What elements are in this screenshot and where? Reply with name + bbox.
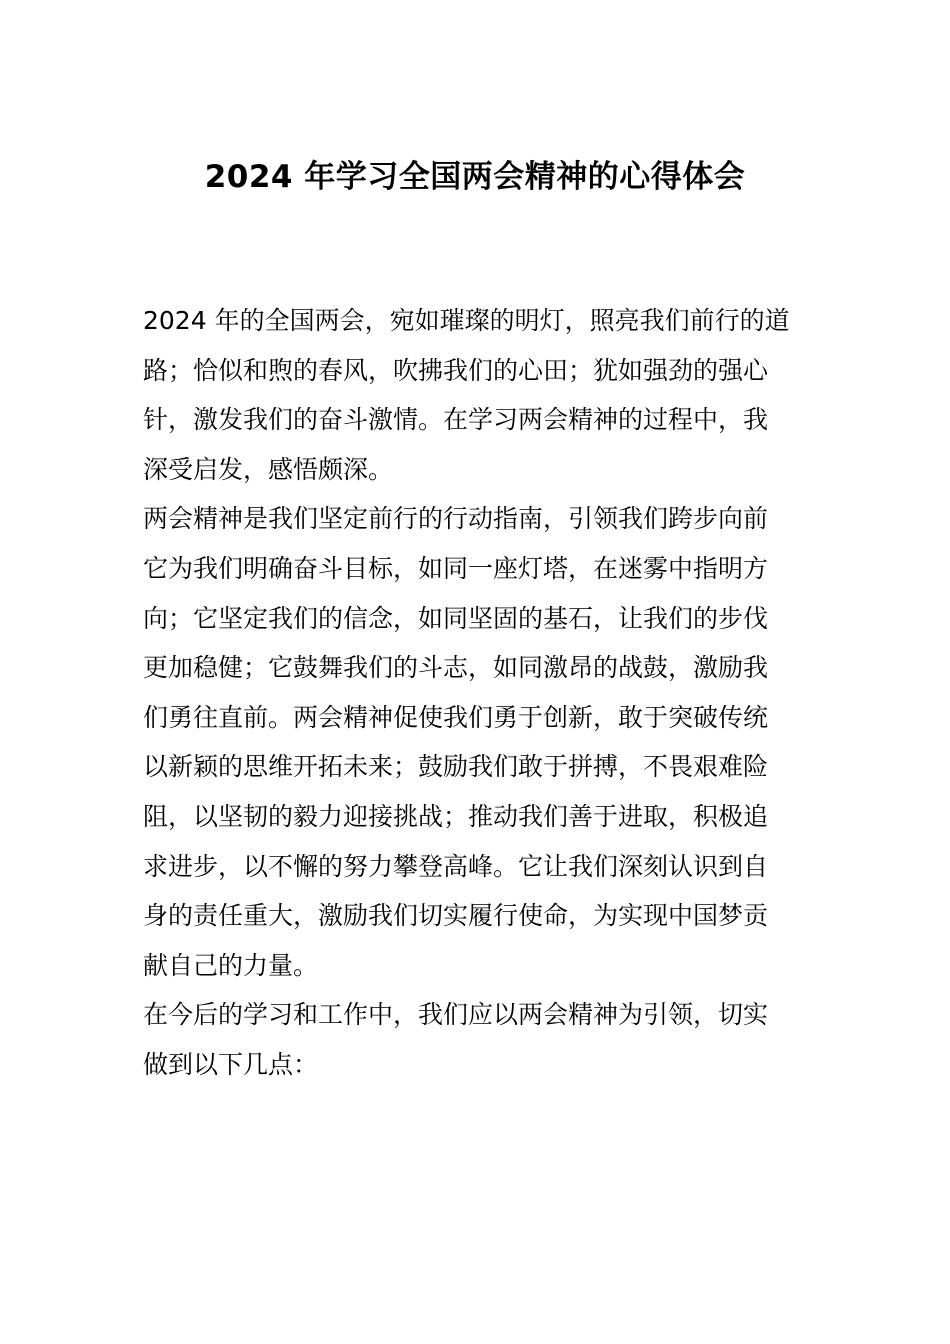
document-body [143,296,811,1090]
document-title: 2024 年学习全国两会精神的心得体会 [204,159,746,195]
text-line: 阻，以坚韧的毅力迎接挑战；推动我们善于进取，积极追 [143,801,769,831]
text-line: 深受启发，感悟颇深。 [143,454,394,484]
text-line: 更加稳健；它鼓舞我们的斗志，如同激昂的战鼓，激励我 [143,653,769,683]
text-line: 路；恰似和煦的春风，吹拂我们的心田；犹如强劲的强心 [143,355,769,385]
text-line: 献自己的力量。 [143,950,319,980]
text-line: 向；它坚定我们的信念，如同坚固的基石，让我们的步伐 [143,603,769,633]
text-line: 两会精神是我们坚定前行的行动指南，引领我们跨步向前 [143,504,769,534]
text-line: 以新颖的思维开拓未来；鼓励我们敢于拼搏，不畏艰难险 [143,752,769,782]
text-line: 2024 年的全国两会，宛如璀璨的明灯，照亮我们前行的道 [143,306,790,335]
text-line: 在今后的学习和工作中，我们应以两会精神为引领，切实 [143,1000,769,1030]
text-line: 它为我们明确奋斗目标，如同一座灯塔，在迷雾中指明方 [143,553,769,583]
text-line: 们勇往直前。两会精神促使我们勇于创新，敢于突破传统 [143,702,769,732]
text-line: 求进步，以不懈的努力攀登高峰。它让我们深刻认识到自 [143,851,769,881]
text-line: 针，激发我们的奋斗激情。在学习两会精神的过程中，我 [143,405,769,435]
text-line: 身的责任重大，激励我们切实履行使命，为实现中国梦贡 [143,901,769,931]
text-line: 做到以下几点： [143,1049,319,1079]
